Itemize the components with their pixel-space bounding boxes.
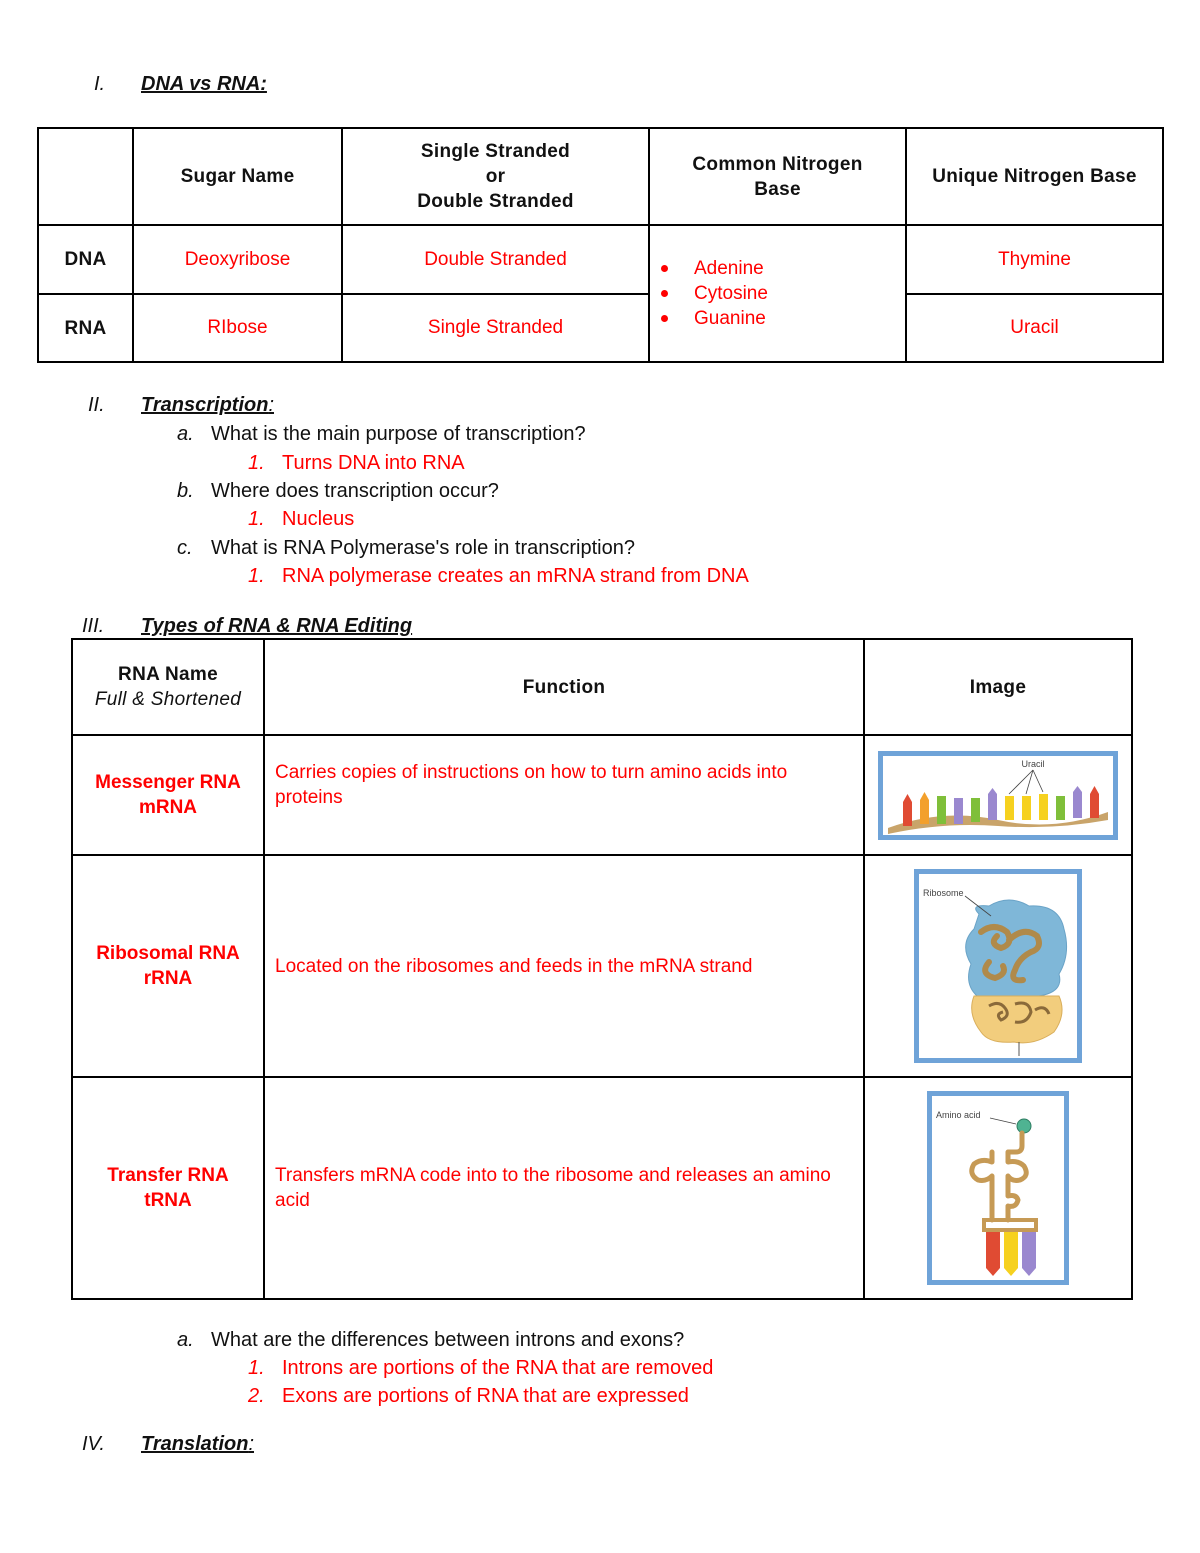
header-strand-line1: Single Stranded [420, 141, 571, 162]
question-label: a. [177, 423, 194, 445]
trna-illustration [932, 1096, 1064, 1280]
header-unique-base: Unique Nitrogen Base [906, 128, 1163, 225]
image-cell-rrna [864, 855, 1132, 1077]
image-cell-mrna [864, 735, 1132, 855]
header-sugar-name: Sugar Name [133, 128, 342, 225]
header-strand-line3: Double Stranded [417, 191, 574, 212]
question-label: c. [177, 537, 193, 559]
header-strandedness [342, 128, 649, 225]
header-rna-name-text: RNA Name [118, 664, 218, 685]
answer-introns [248, 1357, 948, 1381]
question-c [177, 537, 877, 561]
answer-text: Turns DNA into RNA [282, 452, 465, 474]
section-1-heading [94, 73, 494, 99]
section-number: IV. [82, 1433, 105, 1455]
answer-label: 1. [248, 452, 265, 474]
common-bases-cell [649, 225, 906, 362]
question-text: What is the main purpose of transcription? [211, 423, 586, 445]
image-cell-trna [864, 1077, 1132, 1299]
trna-image [927, 1091, 1069, 1285]
section-title-text: Transcription [141, 394, 269, 416]
answer-label: 2. [248, 1385, 265, 1407]
question-label: a. [177, 1329, 194, 1351]
header-strand-line2: or [485, 166, 506, 187]
section-title: DNA vs RNA: [141, 73, 267, 95]
rna-types-table [71, 638, 1133, 1300]
question-text: What is RNA Polymerase's role in transcription? [211, 537, 635, 559]
mrna-image-label: Uracil [1021, 758, 1045, 769]
answer-label: 1. [248, 565, 265, 587]
rrna-image-label: Ribosome [923, 888, 964, 898]
answer-a1 [248, 452, 948, 476]
rna-sugar: RIbose [133, 294, 342, 362]
dna-strandedness: Double Stranded [342, 225, 649, 294]
header-common-base [649, 128, 906, 225]
section-number: III. [82, 615, 105, 637]
dna-vs-rna-table [37, 127, 1164, 363]
answer-text: Nucleus [282, 508, 355, 530]
section-number: II. [88, 394, 105, 416]
list-item: Cytosine [650, 281, 905, 306]
answer-label: 1. [248, 508, 265, 530]
answer-c1 [248, 565, 948, 589]
rna-unique-base: Uracil [906, 294, 1163, 362]
header-image: Image [864, 639, 1132, 735]
mrna-strand-illustration [883, 756, 1113, 835]
function-rrna: Located on the ribosomes and feeds in the mRNA strand [264, 855, 864, 1077]
ribosome-illustration [919, 874, 1077, 1058]
question-text: Where does transcription occur? [211, 480, 499, 502]
header-function: Function [264, 639, 864, 735]
section-title [141, 394, 274, 417]
question-b [177, 480, 877, 504]
dna-sugar: Deoxyribose [133, 225, 342, 294]
function-trna: Transfers mRNA code into to the ribosome and releases an amino acid [264, 1077, 864, 1299]
section-title: Types of RNA & RNA Editing [141, 615, 413, 637]
answer-text: Introns are portions of the RNA that are removed [282, 1357, 714, 1379]
mrna-image [878, 751, 1118, 840]
question-text: What are the differences between introns and exons? [211, 1329, 685, 1351]
rna-full-name: Transfer RNA [107, 1165, 229, 1186]
header-rna-name [72, 639, 264, 735]
answer-label: 1. [248, 1357, 265, 1379]
section-colon: : [248, 1433, 254, 1455]
header-common-line1: Common Nitrogen [692, 153, 863, 175]
dna-unique-base: Thymine [906, 225, 1163, 294]
rrna-image [914, 869, 1082, 1063]
row-label-rna: RNA [38, 294, 133, 362]
rna-short-name: rRNA [143, 968, 193, 989]
rna-full-name: Ribosomal RNA [96, 943, 240, 964]
section-number: I. [94, 73, 106, 95]
list-item: Guanine [650, 306, 905, 331]
list-item: Adenine [650, 256, 905, 281]
section-2-heading [88, 394, 488, 420]
question-introns-exons [177, 1329, 877, 1353]
section-4-heading [82, 1433, 482, 1459]
header-rna-name-sub: Full & Shortened [94, 689, 242, 710]
rna-name-trna [72, 1077, 264, 1299]
corner-cell [38, 128, 133, 225]
rna-full-name: Messenger RNA [95, 772, 241, 793]
common-bases-list [650, 256, 905, 331]
answer-text: RNA polymerase creates an mRNA strand from DNA [282, 565, 749, 587]
header-common-line2: Base [754, 178, 801, 200]
rna-strandedness: Single Stranded [342, 294, 649, 362]
section-title [141, 1433, 254, 1456]
rna-name-mrna [72, 735, 264, 855]
section-colon: : [268, 394, 274, 416]
answer-text: Exons are portions of RNA that are expressed [282, 1385, 689, 1407]
answer-exons [248, 1385, 948, 1409]
question-a [177, 423, 877, 447]
question-label: b. [177, 480, 194, 502]
rna-short-name: tRNA [144, 1190, 192, 1211]
answer-b1 [248, 508, 948, 532]
rna-short-name: mRNA [138, 797, 198, 818]
trna-image-label: Amino acid [936, 1110, 981, 1120]
section-title-text: Translation [141, 1433, 249, 1455]
row-label-dna: DNA [38, 225, 133, 294]
rna-name-rrna [72, 855, 264, 1077]
function-mrna: Carries copies of instructions on how to turn amino acids into proteins [264, 735, 864, 855]
